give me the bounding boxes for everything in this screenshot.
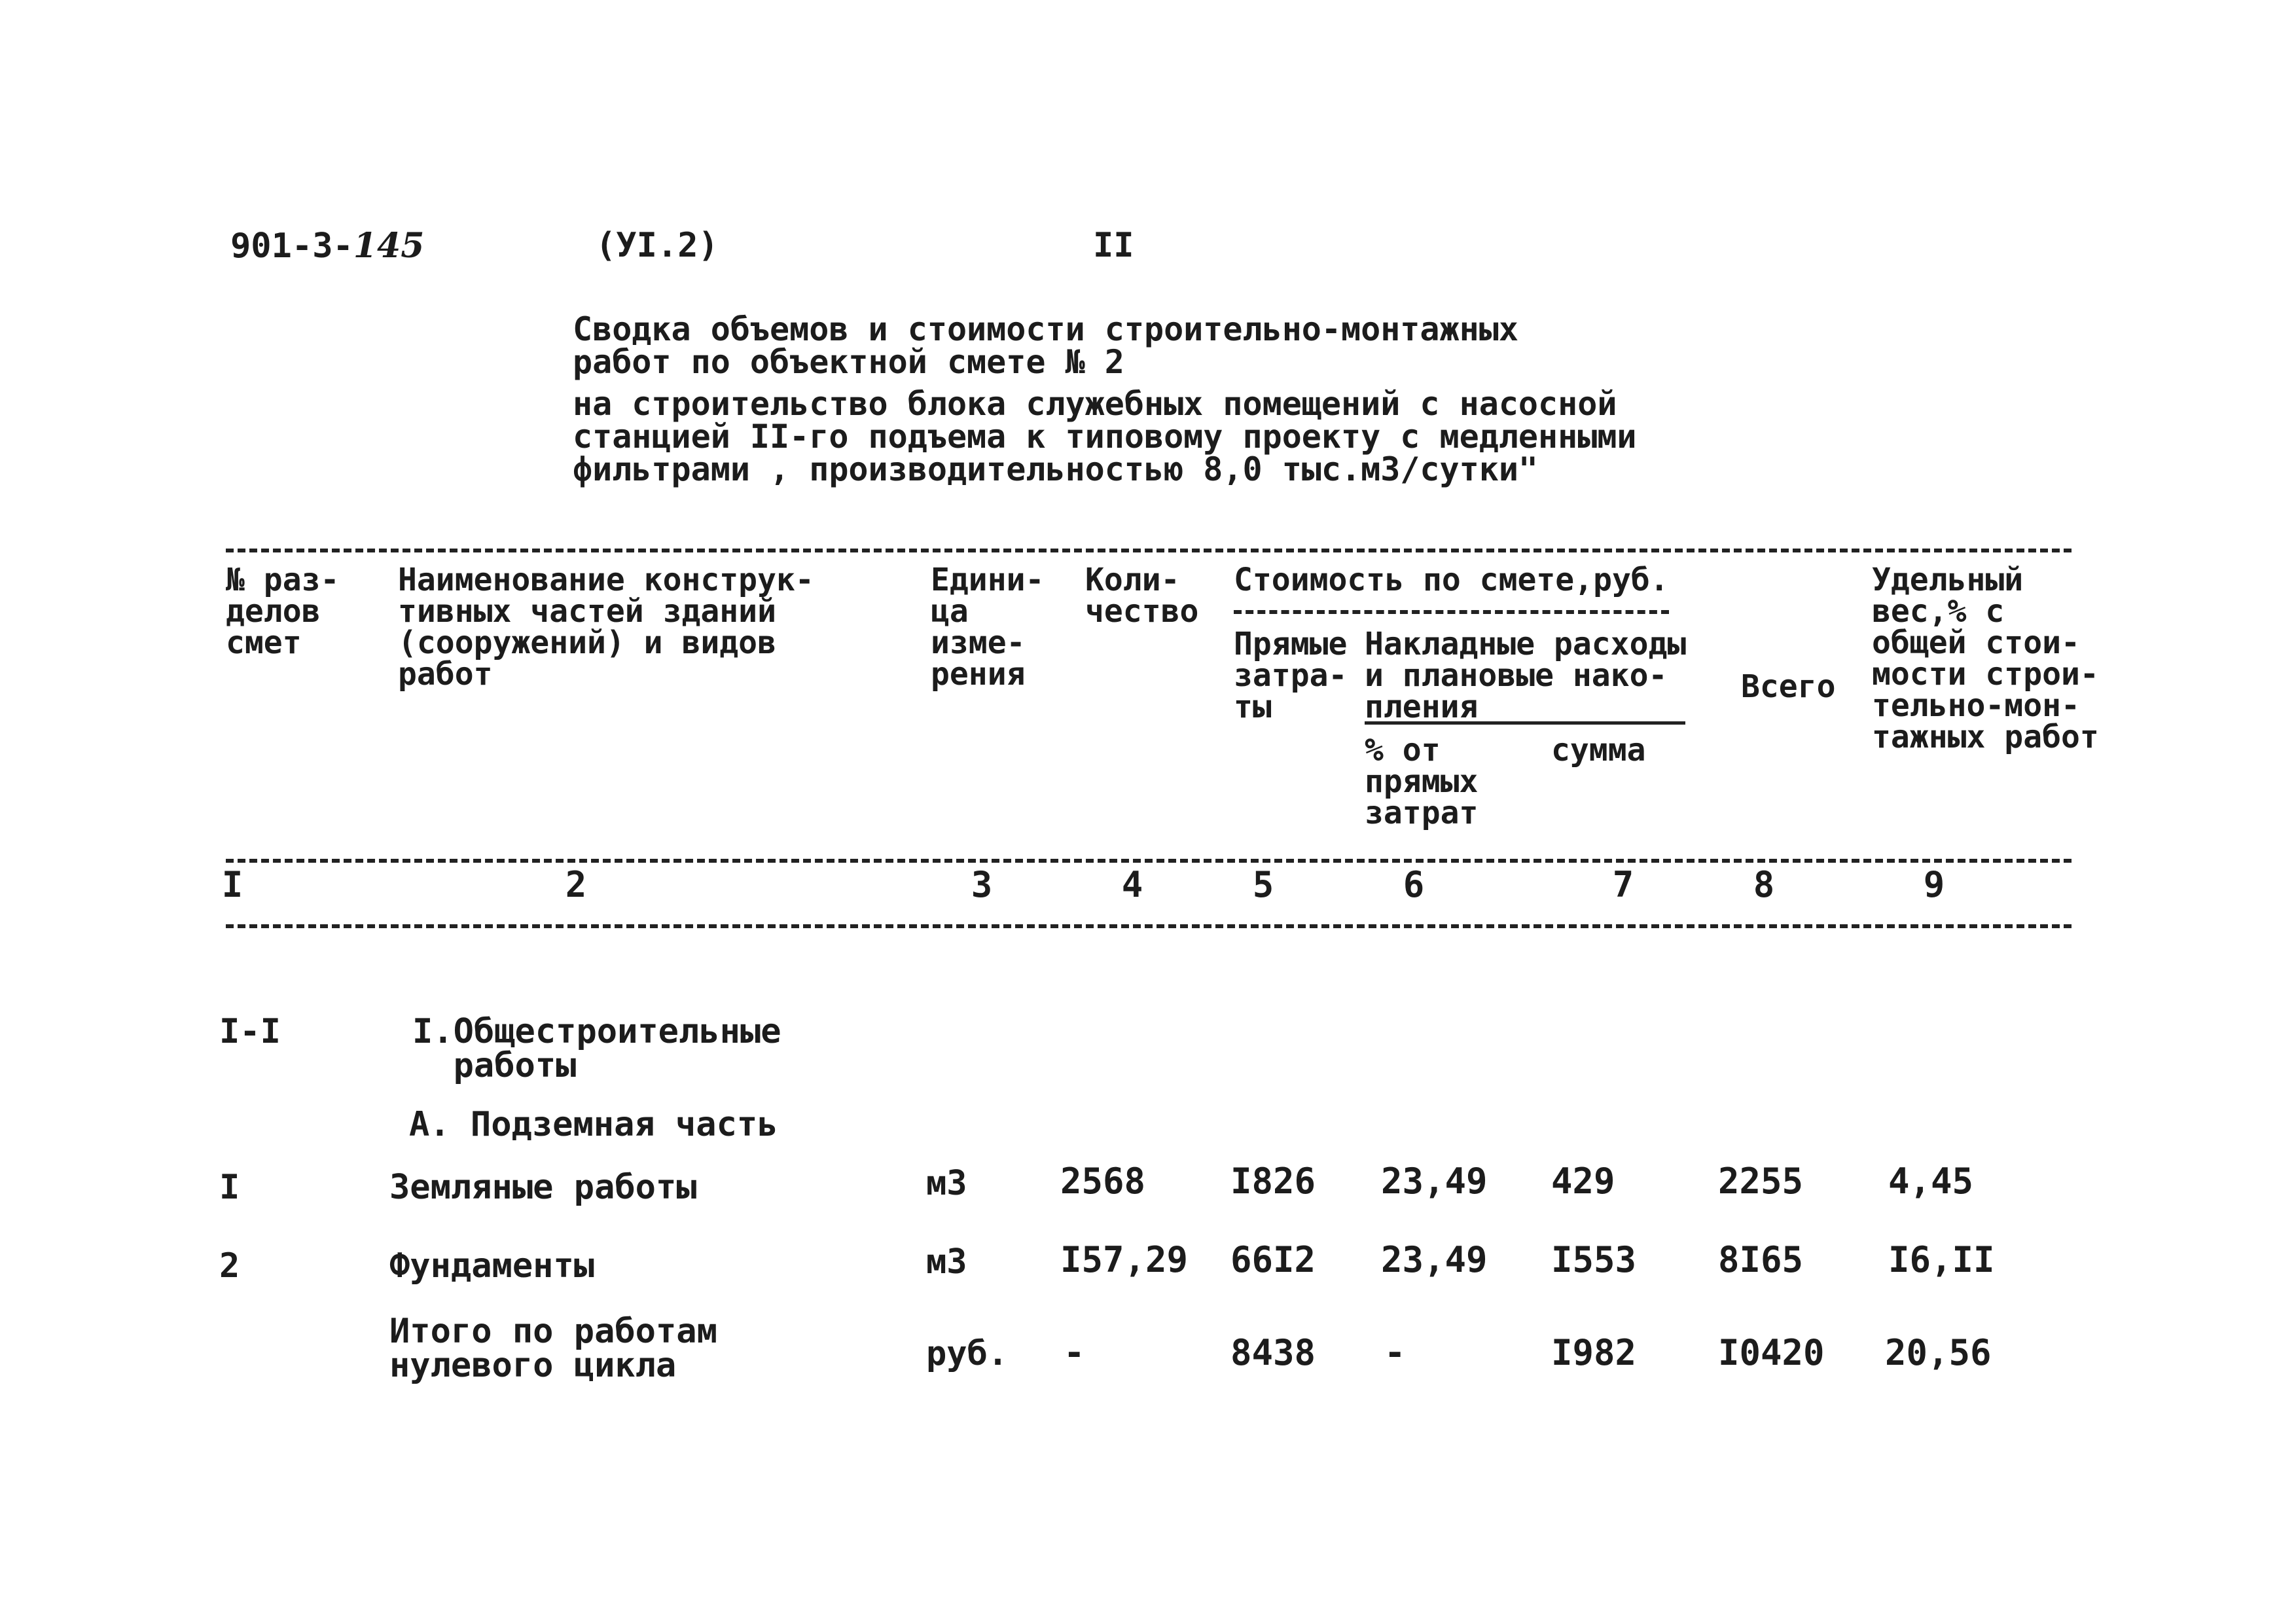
header-direct-costs: Прямые затра- ты [1234,626,1348,725]
header-overhead-sum: сумма [1551,732,1646,768]
row-quantity: I57,29 [1060,1239,1189,1280]
header-total: Всего [1741,668,1836,705]
row-total: 8I65 [1718,1239,1804,1280]
document-code-prefix: 901-3- [230,226,353,266]
document-code-handwritten: 145 [353,226,425,266]
header-overhead-group: Накладные расходы и плановые нако- пления [1365,626,1687,725]
row-percent: 23,49 [1381,1239,1488,1280]
cost-group-rule [1234,610,1669,614]
header-work-name: Наименование конструк- тивных частей зданий (сооружений) и видов работ [398,562,814,693]
document-sheet: (УI.2) [596,226,719,265]
row-share: I6,II [1888,1239,1995,1280]
column-number: 9 [1923,864,1945,905]
total-row-name: Итого по работам нулевого цикла [389,1312,717,1385]
column-number: 8 [1753,864,1775,905]
header-cost-group: Стоимость по смете,руб. [1234,562,1669,598]
row-direct-costs: I826 [1230,1161,1316,1202]
row-name: Земляные работы [389,1168,697,1207]
column-numbers-bottom-rule [226,924,2072,928]
row-overhead-sum: 429 [1551,1161,1615,1202]
row-unit: м3 [926,1242,967,1282]
document-subtitle: на строительство блока служебных помещений с насосной станцией II-го подъема к типовому проекту с медленными фильтрами , производительностью 8,0 тыс.м3/сутки" [573,385,1637,488]
overhead-group-rule [1365,721,1685,725]
total-row-percent: - [1384,1332,1406,1373]
column-number: 5 [1252,864,1274,905]
total-row-overhead-sum: I982 [1551,1332,1637,1373]
row-unit: м3 [926,1164,967,1203]
column-number: I [221,864,243,905]
subsection-title: А. Подземная часть [409,1105,778,1144]
row-total: 2255 [1718,1161,1804,1202]
row-number: 2 [219,1246,240,1286]
table-top-rule [226,549,2072,552]
column-number: 7 [1612,864,1634,905]
column-number: 2 [565,864,587,905]
total-row-unit: руб. [926,1334,1009,1373]
column-number: 4 [1121,864,1143,905]
total-row-quantity: - [1064,1332,1085,1373]
column-number: 3 [971,864,993,905]
header-percent-of-direct: % от прямых затрат [1365,732,1479,831]
row-number: I [219,1168,240,1207]
total-row-share: 20,56 [1885,1332,1992,1373]
column-number: 6 [1403,864,1425,905]
document-code [230,226,424,266]
header-unit: Едини- ца изме- рения [931,562,1045,693]
total-row-direct-costs: 8438 [1230,1332,1316,1373]
row-quantity: 2568 [1060,1161,1146,1202]
header-share: Удельный вес,% с общей стои- мости строи- тельно-мон- тажных работ [1872,562,2099,755]
header-quantity: Коли- чество [1085,562,1199,630]
row-overhead-sum: I553 [1551,1239,1637,1280]
total-row-total: I0420 [1718,1332,1825,1373]
row-name: Фундаменты [389,1246,595,1286]
section-code: I-I [219,1012,281,1051]
row-direct-costs: 66I2 [1230,1239,1316,1280]
row-share: 4,45 [1888,1161,1974,1202]
row-percent: 23,49 [1381,1161,1488,1202]
column-numbers-top-rule [226,859,2072,863]
document-title: Сводка объемов и стоимости строительно-монтажных работ по объектной смете № 2 [573,310,1518,381]
page-number: II [1093,226,1134,265]
section-title: I.Общестроительные работы [412,1012,781,1085]
header-section-number: № раз- делов смет [226,562,340,661]
